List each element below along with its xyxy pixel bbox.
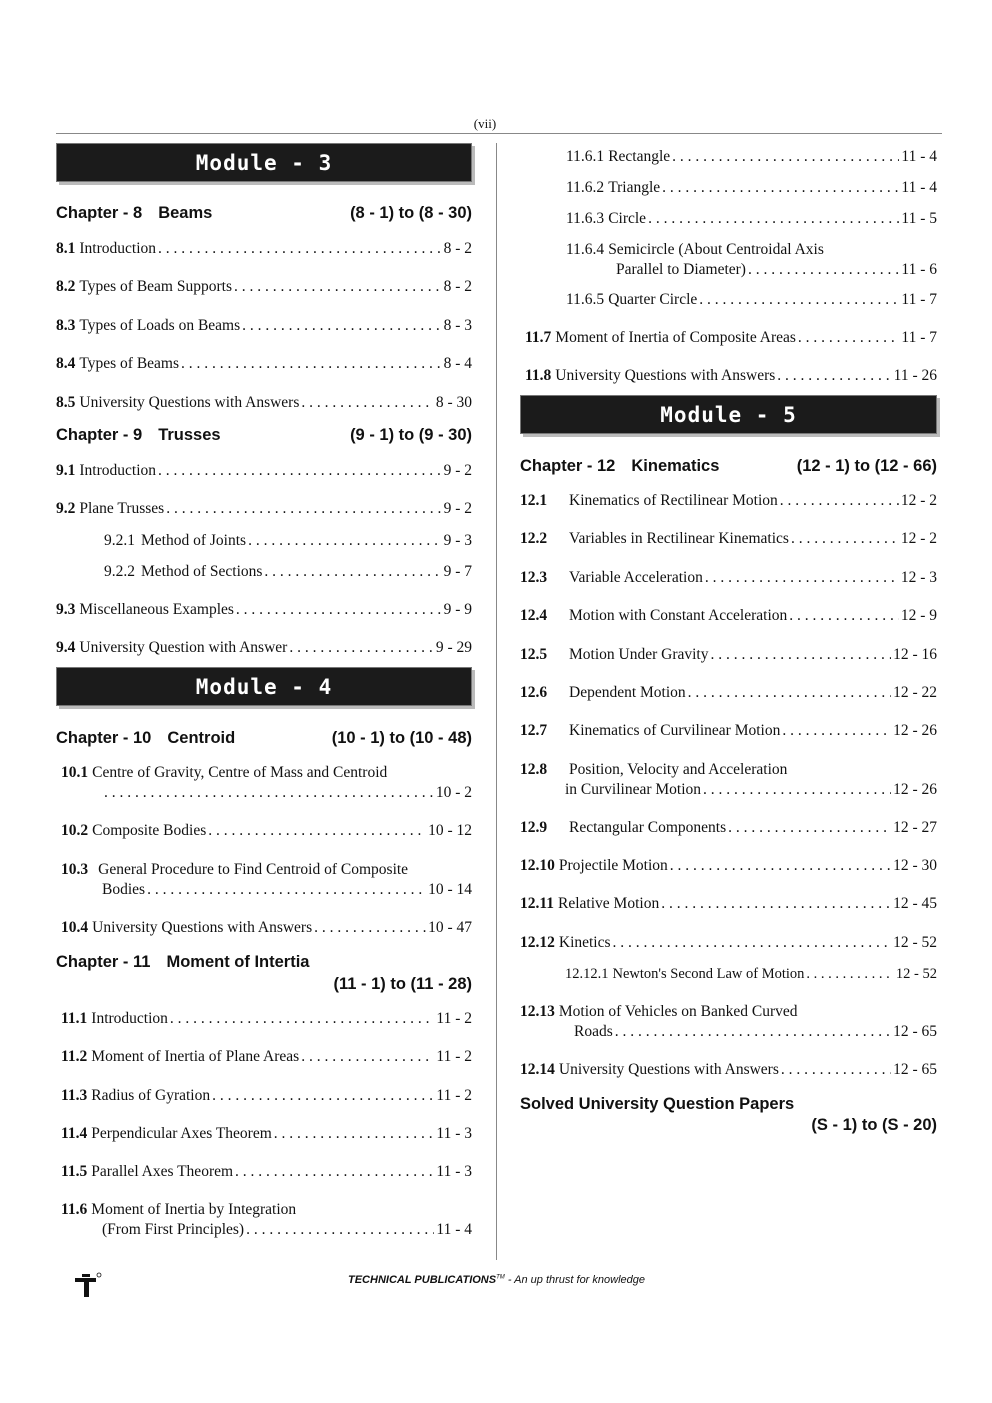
leader-dots [705, 568, 899, 588]
toc-entry[interactable] [520, 933, 937, 953]
section-title-cont: Bodies [102, 881, 146, 898]
toc-subentry[interactable] [56, 531, 472, 551]
leader-dots [158, 239, 442, 259]
leader-dots [672, 147, 899, 167]
leader-dots [806, 964, 894, 984]
section-number: 12.3 [520, 569, 548, 586]
page-ref: 10 - 14 [428, 881, 472, 898]
toc-subentry[interactable] [520, 178, 937, 198]
section-number: 11.6.1 [566, 148, 605, 165]
toc-entry[interactable] [56, 821, 472, 841]
section-title: Variables in Rectilinear Kinematics [569, 530, 789, 547]
chapter-range: (8 - 1) to (8 - 30) [350, 204, 472, 222]
chapter-number: Chapter - 12 [520, 457, 616, 475]
leader-dots [314, 918, 426, 938]
section-number: 10.3 [61, 861, 89, 878]
page-ref: 11 - 4 [901, 179, 937, 196]
page-ref: 11 - 4 [436, 1221, 472, 1238]
section-title: Centre of Gravity, Centre of Mass and Centroid [92, 764, 388, 781]
solved-papers-title: Solved University Question Papers [520, 1095, 795, 1113]
leader-dots [613, 933, 892, 953]
chapter-range: (9 - 1) to (9 - 30) [350, 426, 472, 444]
section-number: 10.1 [61, 764, 89, 781]
chapter-8-heading[interactable] [56, 204, 472, 223]
toc-entry[interactable] [520, 328, 937, 348]
section-title: Motion with Constant Acceleration [569, 607, 788, 624]
leader-dots [777, 366, 891, 386]
section-title: Moment of Inertia of Plane Areas [91, 1048, 300, 1065]
chapter-12-heading[interactable] [520, 457, 937, 476]
solved-papers-heading[interactable] [520, 1095, 937, 1135]
toc-entry[interactable] [56, 277, 472, 297]
leader-dots [212, 1086, 434, 1106]
page-ref: 12 - 52 [895, 966, 937, 982]
page-ref: 11 - 2 [436, 1048, 472, 1065]
leader-dots [301, 393, 433, 413]
chapter-number: Chapter - 8 [56, 204, 143, 222]
page-ref: 11 - 6 [901, 261, 937, 278]
toc-entry[interactable] [56, 393, 472, 413]
section-title: Variable Acceleration [569, 569, 703, 586]
page-ref: 11 - 7 [901, 291, 937, 308]
section-number: 11.6.4 [566, 241, 605, 258]
page-ref: 9 - 2 [443, 462, 472, 479]
page-ref: 10 - 47 [428, 919, 472, 936]
page-ref: 11 - 2 [436, 1010, 472, 1027]
page-ref: 11 - 26 [893, 367, 937, 384]
toc-entry[interactable] [520, 645, 937, 665]
section-number: 8.3 [56, 317, 76, 334]
leader-dots [781, 1060, 891, 1080]
leader-dots [236, 600, 442, 620]
page-ref: 8 - 4 [443, 355, 472, 372]
page-ref: 9 - 2 [443, 500, 472, 517]
publisher-name: TECHNICAL PUBLICATIONS [348, 1274, 497, 1286]
section-number: 12.13 [520, 1003, 555, 1020]
section-title: Radius of Gyration [91, 1087, 211, 1104]
chapter-number: Chapter - 11 [56, 953, 151, 971]
toc-entry[interactable] [56, 1047, 472, 1067]
section-title: Moment of Inertia of Composite Areas [555, 329, 796, 346]
section-number: 9.2.1 [104, 532, 135, 549]
section-title: Projectile Motion [558, 857, 668, 874]
toc-subentry[interactable] [520, 147, 937, 167]
page-ref: 8 - 2 [443, 240, 472, 257]
section-number: 8.5 [56, 394, 76, 411]
module-3-banner: Module - 3 [56, 143, 472, 182]
page-ref: 10 - 2 [435, 784, 472, 801]
section-number: 12.7 [520, 722, 548, 739]
section-number: 11.5 [61, 1163, 88, 1180]
section-title: Kinetics [558, 934, 611, 951]
toc-subentry[interactable] [56, 562, 472, 582]
toc-entry[interactable] [56, 638, 472, 658]
section-title: Rectangle [608, 148, 671, 165]
toc-entry[interactable] [520, 818, 937, 838]
section-title: Quarter Circle [608, 291, 698, 308]
leader-dots [703, 780, 891, 800]
section-number: 8.4 [56, 355, 76, 372]
section-title: Parallel Axes Theorem [91, 1163, 234, 1180]
column-divider [496, 143, 497, 1260]
chapter-number: Chapter - 10 [56, 729, 152, 747]
page-number: (vii) [473, 116, 497, 131]
section-number: 12.12.1 [565, 966, 609, 982]
section-number: 11.6 [61, 1201, 88, 1218]
footer [72, 1266, 942, 1306]
trademark: TM [496, 1274, 505, 1281]
leader-dots [670, 856, 891, 876]
section-title: Kinematics of Rectilinear Motion [569, 492, 778, 509]
section-number: 8.2 [56, 278, 76, 295]
page-ref: 9 - 29 [435, 639, 472, 656]
section-number: 9.3 [56, 601, 76, 618]
leader-dots [264, 562, 441, 582]
section-title: Rectangular Components [569, 819, 727, 836]
page-ref: 12 - 22 [893, 684, 937, 701]
toc-entry[interactable] [520, 366, 937, 386]
page-ref: 11 - 3 [436, 1163, 472, 1180]
section-title: University Questions with Answers [555, 367, 776, 384]
leader-dots [274, 1124, 435, 1144]
toc-entry-multiline[interactable] [520, 1002, 937, 1042]
section-number: 11.3 [61, 1087, 88, 1104]
section-title-cont: in Curvilinear Motion [565, 781, 702, 798]
chapter-title: Centroid [167, 729, 236, 747]
leader-dots [248, 531, 442, 551]
toc-entry[interactable] [56, 1124, 472, 1144]
toc-entry-multiline[interactable] [56, 860, 472, 900]
page-ref: 8 - 3 [443, 317, 472, 334]
page-ref: 11 - 5 [901, 210, 937, 227]
chapter-title: Kinematics [631, 457, 720, 475]
leader-dots [234, 277, 442, 297]
module-5-banner: Module - 5 [520, 395, 937, 434]
page-ref: 12 - 65 [893, 1061, 937, 1078]
section-number: 11.1 [61, 1010, 88, 1027]
page-ref: 12 - 52 [893, 934, 937, 951]
section-number: 10.2 [61, 822, 89, 839]
section-title: University Questions with Answers [92, 919, 313, 936]
footer-text [348, 1274, 645, 1286]
page-ref: 8 - 30 [435, 394, 472, 411]
toc-entry[interactable] [56, 918, 472, 938]
leader-dots [688, 683, 891, 703]
leader-dots [615, 1022, 891, 1042]
chapter-title: Beams [158, 204, 213, 222]
leader-dots [289, 638, 434, 658]
page-ref: 12 - 65 [893, 1023, 937, 1040]
toc-entry[interactable] [520, 491, 937, 511]
toc-entry[interactable] [520, 1060, 937, 1080]
section-title: Introduction [79, 462, 156, 479]
toc-subentry[interactable] [520, 290, 937, 310]
section-title: Kinematics of Curvilinear Motion [569, 722, 781, 739]
page-ref: 12 - 3 [900, 569, 937, 586]
toc-entry[interactable] [520, 856, 937, 876]
section-number: 12.5 [520, 646, 548, 663]
module-4-banner: Module - 4 [56, 667, 472, 706]
chapter-range: (12 - 1) to (12 - 66) [796, 457, 937, 475]
chapter-10-heading[interactable] [56, 729, 472, 748]
toc-entry[interactable] [520, 683, 937, 703]
toc-entry[interactable] [56, 1086, 472, 1106]
page-ref: 9 - 9 [443, 601, 472, 618]
page-ref: 11 - 2 [436, 1087, 472, 1104]
leader-dots [661, 894, 891, 914]
section-title: Perpendicular Axes Theorem [91, 1125, 272, 1142]
leader-dots [166, 499, 441, 519]
section-title: Method of Joints [141, 532, 247, 549]
page-ref: 9 - 7 [443, 563, 472, 580]
leader-dots [235, 1162, 434, 1182]
section-number: 11.2 [61, 1048, 88, 1065]
leader-dots [798, 328, 899, 348]
section-number: 12.9 [520, 819, 548, 836]
leader-dots [662, 178, 899, 198]
leader-dots [104, 783, 434, 803]
leader-dots [728, 818, 891, 838]
chapter-title: Moment of Intertia [166, 953, 310, 971]
toc-entry[interactable] [520, 721, 937, 741]
page-ref: 12 - 45 [893, 895, 937, 912]
leader-dots [301, 1047, 434, 1067]
top-rule [56, 133, 942, 134]
toc-entry[interactable] [520, 606, 937, 626]
section-title: Motion of Vehicles on Banked Curved [558, 1003, 798, 1020]
page-ref: 12 - 26 [893, 781, 937, 798]
toc-subentry[interactable] [520, 964, 937, 984]
section-title: Relative Motion [558, 895, 660, 912]
leader-dots [242, 316, 441, 336]
page-ref: 12 - 9 [900, 607, 937, 624]
page-ref: 12 - 26 [893, 722, 937, 739]
chapter-11-range [56, 975, 472, 994]
leader-dots [158, 461, 442, 481]
section-title: Types of Beams [79, 355, 180, 372]
section-number: 11.6.3 [566, 210, 605, 227]
chapter-9-heading[interactable] [56, 426, 472, 445]
publisher-logo-icon [72, 1270, 102, 1300]
page-ref: 12 - 2 [900, 492, 937, 509]
toc-subentry-multiline[interactable] [520, 240, 937, 280]
section-title: Introduction [79, 240, 156, 257]
section-number: 12.14 [520, 1061, 555, 1078]
leader-dots [710, 645, 891, 665]
page-ref: 12 - 16 [893, 646, 937, 663]
section-number: 12.1 [520, 492, 548, 509]
chapter-title: Trusses [158, 426, 221, 444]
section-number: 9.2 [56, 500, 76, 517]
leader-dots [782, 721, 891, 741]
solved-papers-range: (S - 1) to (S - 20) [811, 1116, 937, 1134]
section-number: 12.11 [520, 895, 555, 912]
leader-dots [208, 821, 426, 841]
section-title: Newton's Second Law of Motion [612, 966, 805, 982]
section-title: Types of Loads on Beams [79, 317, 241, 334]
page-ref: 11 - 3 [436, 1125, 472, 1142]
section-title: University Question with Answer [79, 639, 288, 656]
toc-entry[interactable] [56, 499, 472, 519]
section-title: Circle [608, 210, 647, 227]
section-number: 10.4 [61, 919, 89, 936]
section-number: 12.8 [520, 761, 548, 778]
page-ref: 12 - 27 [893, 819, 937, 836]
toc-entry[interactable] [56, 1009, 472, 1029]
page-ref: 12 - 30 [893, 857, 937, 874]
section-number: 12.4 [520, 607, 548, 624]
chapter-number: Chapter - 9 [56, 426, 143, 444]
leader-dots [648, 209, 899, 229]
section-title-cont: Parallel to Diameter) [616, 261, 746, 278]
section-title: University Questions with Answers [79, 394, 300, 411]
section-title: Triangle [608, 179, 661, 196]
leader-dots [170, 1009, 435, 1029]
section-title: Miscellaneous Examples [79, 601, 234, 618]
chapter-range: (10 - 1) to (10 - 48) [331, 729, 472, 747]
section-number: 11.6.5 [566, 291, 605, 308]
section-number: 9.4 [56, 639, 76, 656]
section-number: 12.12 [520, 934, 555, 951]
leader-dots [791, 529, 899, 549]
toc-entry[interactable] [56, 239, 472, 259]
section-title: Plane Trusses [79, 500, 165, 517]
section-number: 11.7 [525, 329, 552, 346]
section-title: Introduction [91, 1010, 168, 1027]
toc-entry-multiline[interactable] [56, 763, 472, 803]
toc-entry-multiline[interactable] [56, 1200, 472, 1240]
section-number: 11.4 [61, 1125, 88, 1142]
section-number: 11.6.2 [566, 179, 605, 196]
leader-dots [748, 260, 899, 280]
section-title: Dependent Motion [569, 684, 686, 701]
page-ref: 11 - 7 [901, 329, 937, 346]
section-title: General Procedure to Find Centroid of Composite [98, 861, 409, 878]
section-title: University Questions with Answers [558, 1061, 779, 1078]
page-ref: 12 - 2 [900, 530, 937, 547]
leader-dots [780, 491, 899, 511]
page-ref: 11 - 4 [901, 148, 937, 165]
section-title: Composite Bodies [92, 822, 207, 839]
toc-entry[interactable] [56, 354, 472, 374]
section-title-cont: Roads [574, 1023, 613, 1040]
toc-entry[interactable] [520, 894, 937, 914]
toc-entry[interactable] [56, 316, 472, 336]
toc-entry[interactable] [520, 568, 937, 588]
section-title-cont: (From First Principles) [102, 1221, 245, 1238]
section-title: Moment of Inertia by Integration [91, 1201, 297, 1218]
section-title: Semicircle (About Centroidal Axis [608, 241, 824, 258]
leader-dots [789, 606, 899, 626]
toc-entry[interactable] [56, 461, 472, 481]
section-number: 12.2 [520, 530, 548, 547]
section-title: Method of Sections [141, 563, 263, 580]
leader-dots [246, 1220, 434, 1240]
section-number: 9.1 [56, 462, 76, 479]
page-ref: 10 - 12 [428, 822, 472, 839]
leader-dots [699, 290, 899, 310]
toc-entry[interactable] [56, 600, 472, 620]
toc-entry[interactable] [56, 1162, 472, 1182]
tagline: - An up thrust for knowledge [507, 1274, 645, 1286]
section-number: 8.1 [56, 240, 76, 257]
chapter-11-heading[interactable] [56, 953, 472, 972]
page-ref: 9 - 3 [443, 532, 472, 549]
section-title: Position, Velocity and Acceleration [569, 761, 788, 778]
leader-dots [181, 354, 442, 374]
page-ref: 8 - 2 [443, 278, 472, 295]
section-number: 12.10 [520, 857, 555, 874]
chapter-range: (11 - 1) to (11 - 28) [333, 975, 472, 993]
section-number: 9.2.2 [104, 563, 135, 580]
section-title: Types of Beam Supports [79, 278, 232, 295]
section-number: 11.8 [525, 367, 552, 384]
toc-entry[interactable] [520, 529, 937, 549]
section-title: Motion Under Gravity [569, 646, 709, 663]
leader-dots [147, 880, 426, 900]
section-number: 12.6 [520, 684, 548, 701]
toc-entry-multiline[interactable] [520, 760, 937, 800]
toc-subentry[interactable] [520, 209, 937, 229]
